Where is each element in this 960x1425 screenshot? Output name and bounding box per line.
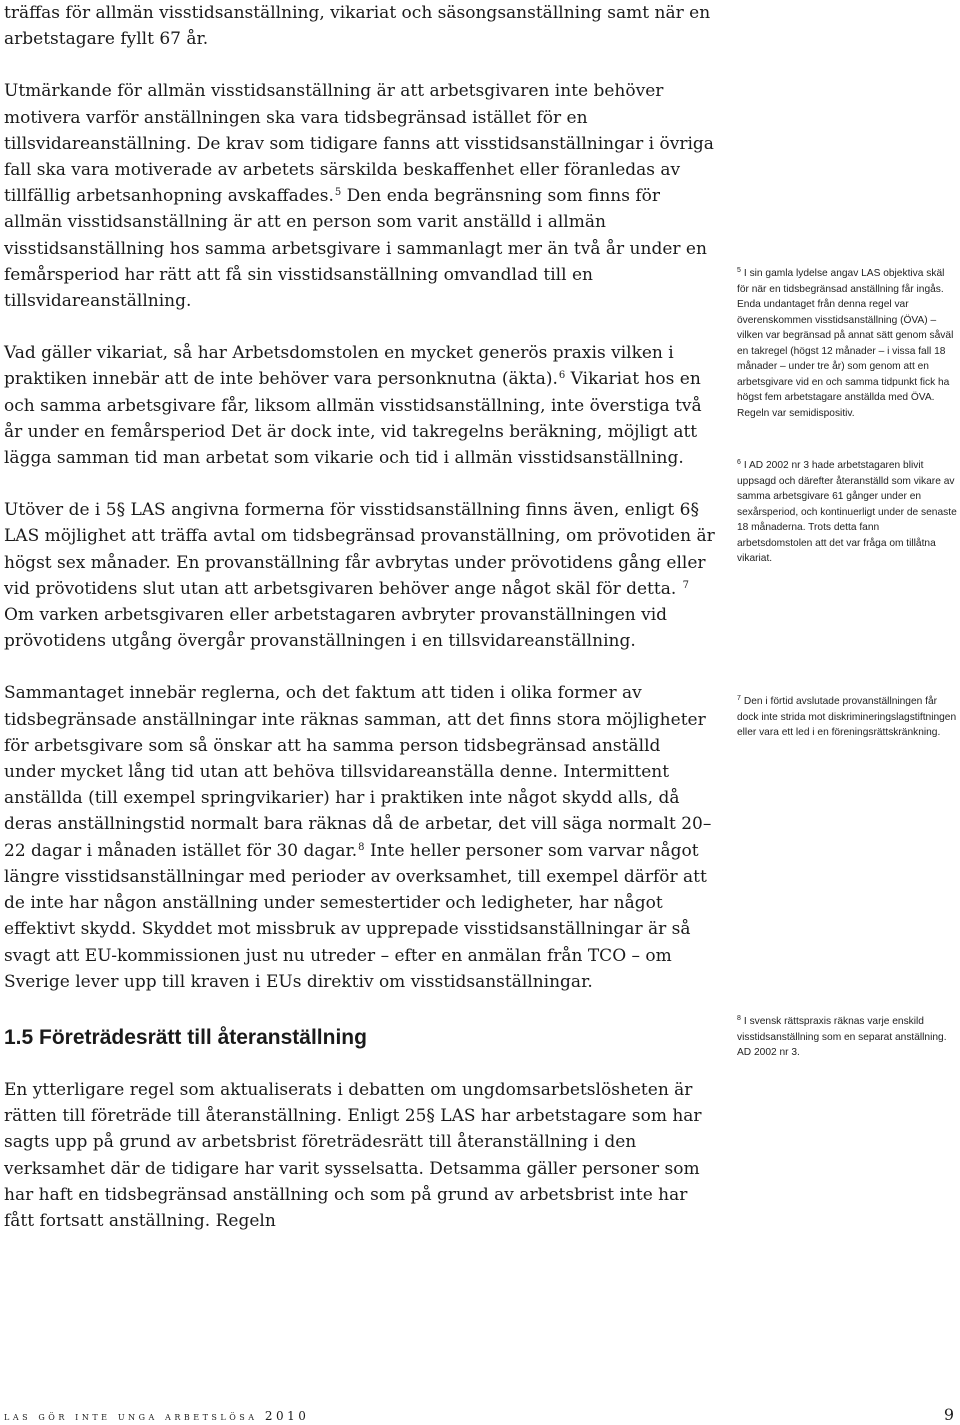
- footnote-7: [737, 694, 957, 741]
- body-paragraph: [4, 680, 716, 994]
- paragraph-text: Sammantaget innebär reglerna, och det faktum att tiden i olika former av tidsbegränsade anställningar inte räknas samman, att det finns stora möjligheter för arbetsgivare som så önskar att ha samma person tidsbegränsad anställd under mycket lång tid utan att behöva tillsvidareanställa denne. Intermittent anställda (till exempel springvikarier) har i praktiken inte något skydd alls, då deras anställningstid normalt bara räknas då de arbetar, det vill säga normalt 20–22 dagar i månaden istället för 30 dagar.: [4, 683, 712, 861]
- footnote-text: I AD 2002 nr 3 hade arbetstagaren blivit uppsagd och därefter återanställd som vikare av samma arbetsgivare 61 gånger under en sexårsperiod, och kontinuerligt under de senaste 18 månaderna. Trots detta fann arbetsdomstolen att det var fråga om tillåtna vikariat.: [737, 460, 957, 564]
- running-title: las gör inte unga arbetslösa 2010: [4, 1409, 310, 1423]
- paragraph-text: Om varken arbetsgivaren eller arbetstagaren avbryter provanställningen vid prövotidens utgång övergår provanställningen i en tillsvidareanställning.: [4, 605, 668, 652]
- section-heading: 1.5 Företrädesrätt till återanställning: [4, 1025, 367, 1049]
- paragraph-text: Den enda begränsning som finns för allmän visstidsanställning är att en person som varit anställd i allmän visstidsanställning hos samma arbetsgivare i sammanlagt mer än två år under en femårsperiod har rätt att få sin visstidsanställning omvandlad till en tillsvidareanställning.: [4, 186, 707, 312]
- page-footer: [4, 1407, 954, 1425]
- footnote-reference: 7: [682, 579, 690, 591]
- footnote-text: I svensk rättspraxis räknas varje enskild visstidsanställning som en separat anställning. AD 2002 nr 3.: [737, 1016, 947, 1058]
- body-paragraphs: [4, 0, 716, 995]
- footnote-reference: 8: [358, 841, 365, 853]
- footnote-number: 8: [737, 1015, 741, 1022]
- paragraph-text: Vad gäller vikariat, så har Arbetsdomstolen en mycket generös praxis vilken i praktiken innebär att de inte behöver vara personknutna (äkta).: [4, 343, 674, 390]
- footnote-reference: 6: [558, 370, 566, 382]
- body-paragraph: [4, 0, 716, 52]
- paragraph-text: Utmärkande för allmän visstidsanställning är att arbetsgivaren inte behöver motivera varför anställningen ska vara tidsbegränsad istället för en tillsvidareanställning. De krav som tidigare fanns att visstidsanställningar i övriga fall ska vara motiverade av arbetets särskilda beskaffenhet eller föranledas av tillfällig arbetsanhopning avskaffades.: [4, 81, 714, 207]
- body-paragraph: [4, 497, 716, 654]
- footnote-reference: 5: [334, 187, 342, 199]
- footnote-number: 5: [737, 267, 741, 274]
- footnote-text: Den i förtid avslutade provanställningen får dock inte strida mot diskrimineringslagstiftningen eller vara ett led i en föreningsrättskränkning.: [737, 696, 957, 738]
- footnote-5: [737, 266, 957, 421]
- page-number: 9: [943, 1405, 954, 1424]
- body-paragraph: [4, 78, 716, 314]
- footnote-number: 7: [737, 695, 741, 702]
- footnote-8: [737, 1014, 957, 1061]
- paragraph-text: träffas för allmän visstidsanställning, vikariat och säsongsanställning samt när en arbetstagare fyllt 67 år.: [4, 3, 711, 50]
- footnote-text: I sin gamla lydelse angav LAS objektiva skäl för när en tidsbegränsad anställning får ingås. Enda undantaget från denna regel var överenskommen visstidsanställning (ÖVA) – vilken var begränsad på annat sätt genom såväl en takregel (högst 12 månader – i vissa fall 18 månader – under tre år) som genom att en arbetsgivare vid en och samma tidpunkt fick ha högst fem arbetstagare anställda med ÖVA. Regeln var semidispositiv.: [737, 268, 954, 419]
- paragraph-text: Utöver de i 5§ LAS angivna formerna för visstidsanställning finns även, enligt 6§ LAS möjlighet att träffa avtal om tidsbegränsad provanställning, om prövotiden är högst sex månader. En provanställning får avbrytas under prövotidens gång eller vid prövotidens slut utan att arbetsgivaren behöver ange något skäl för detta.: [4, 500, 715, 599]
- paragraph-text: Inte heller personer som varvar något längre visstidsanställningar med perioder av overksamhet, till exempel därför att de inte har någon anställning under semestertider och ledigheter, har något effektivt skydd. Skyddet mot missbruk av upprepade visstidsanställningar är så svagt att EU-kommissionen just nu utreder – efter en anmälan från TCO – om Sverige lever upp till kraven i EUs direktiv om visstidsanställningar.: [4, 840, 707, 992]
- footnote-6: [737, 458, 957, 567]
- paragraph-text: Vikariat hos en och samma arbetsgivare får, liksom allmän visstidsanställning, inte överstiga två år under en femårsperiod Det är dock inte, vid takregelns beräkning, möjligt att lägga samman tid man arbetat som vikarie och tid i allmän visstidsanställning.: [4, 369, 702, 469]
- section-paragraph: En ytterligare regel som aktualiserats i debatten om ungdomsarbetslösheten är rätten till företräde till återanställning. Enligt 25§ LAS har arbetstagare som har sagts upp på grund av arbetsbrist företrädesrätt till återanställning i den verksamhet där de tidigare har varit sysselsatta. Detsamma gäller personer som har haft en tidsbegränsad anställning och som på grund av arbetsbrist inte har fått fortsatt anställning. Regeln: [4, 1079, 702, 1231]
- body-paragraph: [4, 340, 716, 471]
- main-text-column: [4, 0, 716, 1234]
- footnote-number: 6: [737, 459, 741, 466]
